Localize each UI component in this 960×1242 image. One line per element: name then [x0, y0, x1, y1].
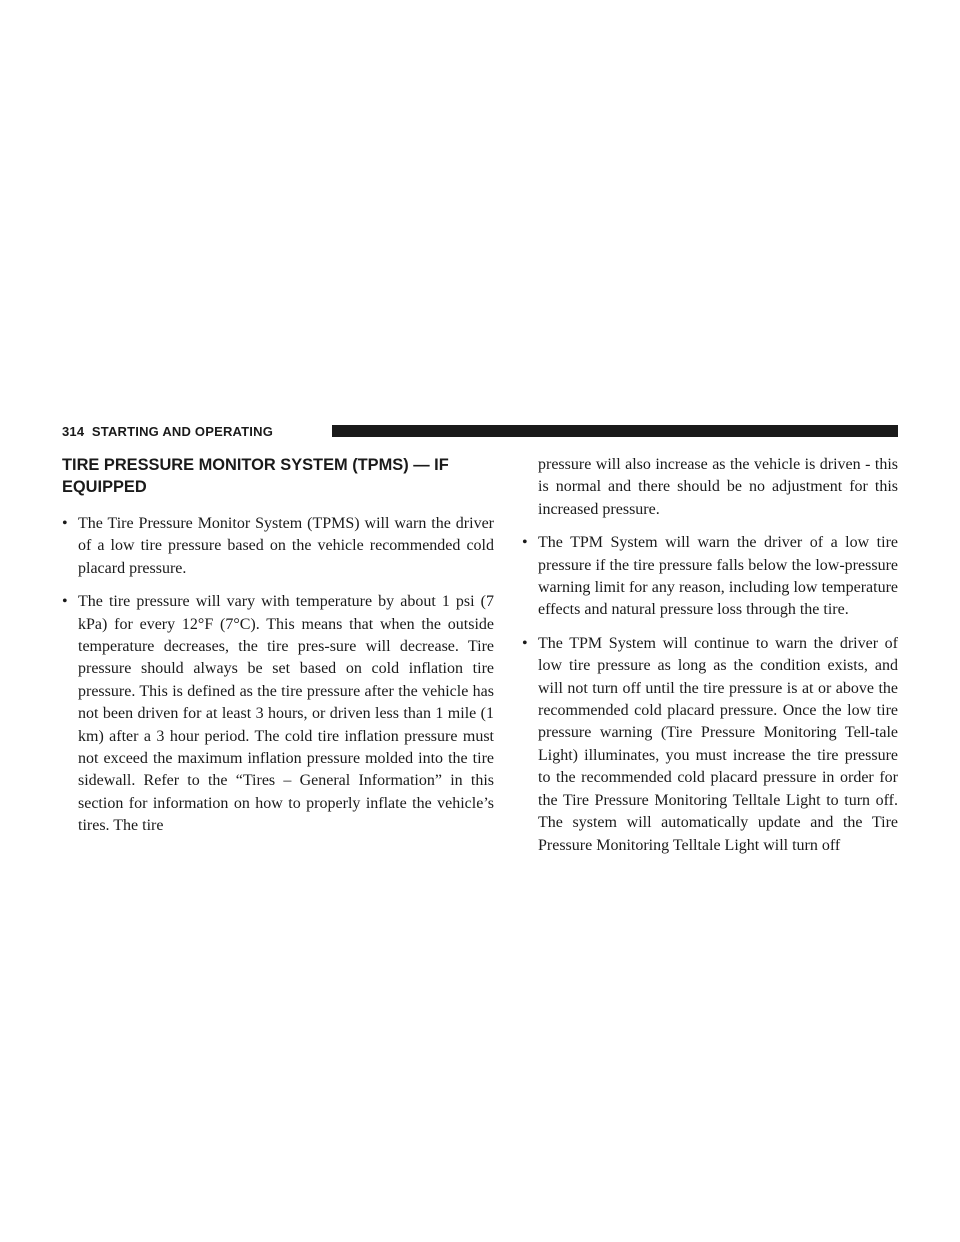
bullet-item: • The Tire Pressure Monitor System (TPMS) will warn the driver of a low tire pressure based on the vehicle recommended cold placard pressure.: [62, 513, 494, 580]
header-label: [62, 423, 273, 441]
page-number: 314: [62, 424, 85, 439]
header-rule: [332, 425, 898, 437]
section-name: STARTING AND OPERATING: [91, 424, 274, 439]
bullet-item: • The tire pressure will vary with temperature by about 1 psi (7 kPa) for every 12°F (7°C). This means that when the outside temperature decreases, the tire pres-sure will decrease. Tire pressure should always be set based on cold inflation tire pressure. This is defined as the tire pressure after the vehicle has not been driven for at least 3 hours, or driven less than 1 mile (1 km) after a 3 hour period. The cold tire inflation pressure must not exceed the maximum inflation pressure molded into the tire sidewall. Refer to the “Tires – General Information” in this section for information on how to properly inflate the vehicle’s tires. The tire: [62, 591, 494, 837]
page-header: [62, 423, 898, 441]
continued-paragraph: pressure will also increase as the vehicle is driven - this is normal and there should be no adjustment for this increased pressure.: [538, 456, 898, 518]
bullet-item: • The TPM System will continue to warn the driver of low tire pressure as long as the condition exists, and will not turn off until the tire pressure is at or above the recommended cold placard pressure. Once the low tire pressure warning (Tire Pressure Monitoring Tell-tale Light) illuminates, you must increase the tire pressure to the recommended cold placard pressure in order for the Tire Pressure Monitoring Telltale Light to turn off. The system will automatically update and the Tire Pressure Monitoring Telltale Light will turn off: [522, 633, 898, 857]
bullet-item: • The TPM System will warn the driver of a low tire pressure if the tire pressure falls below the low-pressure warning limit for any reason, including low temperature effects and natural pressure loss through the tire.: [522, 532, 898, 622]
left-bullet-list: [62, 513, 494, 838]
section-title: TIRE PRESSURE MONITOR SYSTEM (TPMS) — IF EQUIPPED: [62, 456, 449, 496]
right-bullet-list: [522, 532, 898, 857]
right-column: [522, 454, 898, 868]
left-column: [62, 454, 494, 849]
